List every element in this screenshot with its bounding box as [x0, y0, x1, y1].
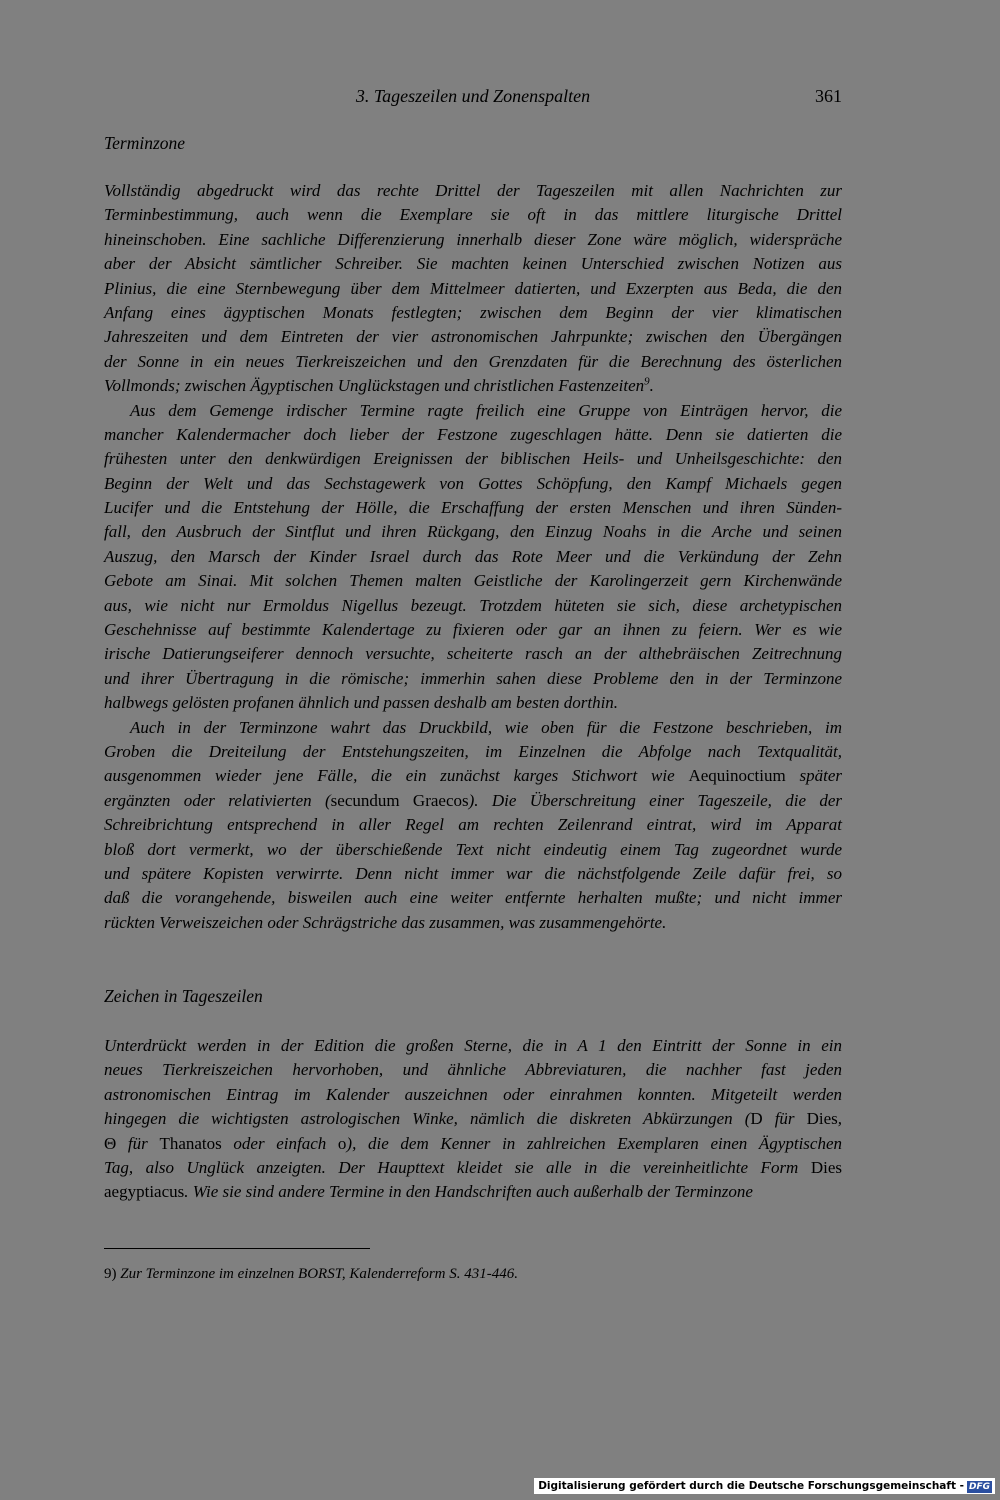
text-segment: Schreibrichtung entsprechend in aller Regel am rechten Zeilenrand eintrat, wird im Apparat: [104, 815, 842, 835]
text-segment: Jahreszeiten und dem Eintreten der vier astronomischen Jahrpunkte; zwischen den Übergängen: [104, 327, 842, 347]
text-line: [104, 911, 842, 935]
text-line: [104, 277, 842, 301]
text-segment: Geschehnisse auf bestimmte Kalendertage zu fixieren oder gar an ihnen zu feiern. Wer es wie: [104, 620, 842, 640]
text-segment: Terminbestimmung, auch wenn die Exemplare sie oft in das mittlere liturgische Drittel: [104, 205, 842, 225]
text-segment: für: [762, 1109, 807, 1129]
text-segment: . Wie sie sind andere Termine in den Handschriften auch außerhalb der Terminzone: [184, 1182, 753, 1202]
text-line: [104, 179, 842, 203]
text-segment: Anfang eines ägyptischen Monats festlegten; zwischen dem Beginn der vier klimatischen: [104, 302, 842, 322]
text-segment: Auch in der Terminzone wahrt das Druckbild, wie oben für die Festzone beschrieben, im: [130, 717, 842, 737]
text-line: [104, 301, 842, 325]
text-line: [104, 1034, 842, 1058]
text-segment: ), die dem Kenner in zahlreichen Exemplaren einen Ägyptischen: [346, 1133, 842, 1153]
text-segment: für: [116, 1133, 160, 1153]
text-segment: frühesten unter den denkwürdigen Ereignissen der biblischen Heils- und Unheilsgeschichte: den: [104, 449, 842, 469]
text-line: [104, 886, 842, 910]
footnote-text: Zur Terminzone im einzelnen BORST, Kalenderreform S. 431-446.: [120, 1266, 519, 1282]
section-body-terminzone: [104, 179, 842, 935]
section-heading-zeichen: Zeichen in Tageszeilen: [104, 986, 263, 1006]
text-segment: Lucifer und die Entstehung der Hölle, die Erschaffung der ersten Menschen und ihren Sünden-: [104, 498, 842, 518]
text-segment: bloß dort vermerkt, wo der überschießende Text nicht eindeutig einem Tag zugeordnet wurde: [104, 839, 842, 859]
text-line: [104, 691, 842, 715]
text-line: [104, 667, 842, 691]
text-segment: secundum Graecos: [330, 790, 469, 810]
text-segment: Plinius, die eine Sternbewegung über dem Mittelmeer datierten, und Exzerpten aus Beda, die den: [104, 278, 842, 298]
digitization-credit: [534, 1478, 995, 1494]
footnote-number: 9): [104, 1266, 117, 1282]
text-segment: Vollständig abgedruckt wird das rechte Drittel der Tageszeilen mit allen Nachrichten zur: [104, 181, 842, 200]
text-segment: astronomischen Eintrag im Kalender auszeichnen oder einrahmen konnten. Mitgeteilt werden: [104, 1084, 842, 1104]
text-line: [104, 740, 842, 764]
dfg-logo: DFG: [968, 1482, 990, 1492]
text-segment: Gebote am Sinai. Mit solchen Themen malten Geistliche der Karolingerzeit gern Kirchenwände: [104, 571, 842, 591]
text-line: [104, 862, 842, 886]
running-title: 3. Tageszeilen und Zonenspalten: [355, 86, 591, 106]
text-segment: daß die vorangehende, bisweilen auch eine weiter entfernte herhalten mußte; und nicht immer: [104, 888, 842, 908]
text-segment: aber der Absicht sämtlicher Schreiber. Sie machten keinen Unterschied zwischen Notizen aus: [104, 254, 842, 274]
text-segment: fall, den Ausbruch der Sintflut und ihren Rückgang, den Einzug Noahs in die Arche und seinen: [104, 522, 842, 542]
text-line: [104, 716, 842, 740]
text-segment: Beginn der Welt und das Sechstagewerk von Gottes Schöpfung, den Kampf Michaels gegen: [104, 473, 842, 493]
book-page: [104, 0, 842, 1500]
text-line: [104, 1180, 842, 1204]
text-segment: Vollmonds; zwischen Ägyptischen Unglückstagen und christlichen Fastenzeiten: [104, 376, 645, 396]
text-segment: irische Datierungseiferer dennoch versuchte, scheiterte rasch an der althebräischen Zeitrechnung: [104, 644, 842, 664]
text-line: [104, 374, 842, 398]
text-line: [104, 496, 842, 520]
text-line: [104, 642, 842, 666]
text-line: [104, 1058, 842, 1082]
text-line: [104, 399, 842, 423]
text-segment: hingegen die wichtigsten astrologischen Winke, nämlich die diskreten Abkürzungen (: [104, 1109, 751, 1129]
text-line: [104, 789, 842, 813]
text-line: [104, 1156, 842, 1180]
text-segment: Aus dem Gemenge irdischer Termine ragte freilich eine Gruppe von Einträgen hervor, die: [130, 400, 842, 420]
footnote-rule: [104, 1248, 370, 1249]
text-segment: ergänzten oder relativierten (: [104, 790, 331, 810]
text-segment: rückten Verweiszeichen oder Schrägstriche das zusammen, was zusammengehörte.: [104, 912, 667, 932]
text-line: [104, 1132, 842, 1156]
text-line: [104, 520, 842, 544]
text-segment: und ihrer Übertragung in die römische; immerhin sahen diese Probleme den in der Terminzone: [104, 668, 842, 688]
text-segment: Tag, also Unglück anzeigten. Der Haupttext kleidet sie alle in die vereinheitlichte Form: [104, 1157, 811, 1177]
text-segment: Groben die Dreiteilung der Entstehungszeiten, im Einzelnen die Abfolge nach Textqualität,: [104, 741, 842, 761]
text-line: [104, 838, 842, 862]
text-segment: Dies: [806, 1109, 838, 1129]
text-segment: ,: [837, 1109, 842, 1129]
text-segment: Dies: [810, 1157, 842, 1177]
text-line: [104, 228, 842, 252]
text-segment: D: [750, 1109, 763, 1129]
text-segment: aus, wie nicht nur Ermoldus Nigellus bezeugt. Trotzdem hüteten sie sich, diese archetypischen: [104, 595, 842, 615]
page-number: 361: [815, 86, 842, 106]
section-heading-terminzone: Terminzone: [104, 133, 186, 153]
text-line: [104, 1083, 842, 1107]
text-segment: und spätere Kopisten verwirrte. Denn nicht immer war die nächstfolgende Zeile dafür frei, so: [104, 863, 842, 883]
text-segment: Auszug, den Marsch der Kinder Israel durch das Rote Meer und die Verkündung der Zehn: [104, 546, 842, 566]
text-line: [104, 1107, 842, 1131]
text-line: [104, 594, 842, 618]
text-segment: Aequinoctium: [688, 766, 786, 786]
text-segment: neues Tierkreiszeichen hervorhoben, und ähnliche Abbreviaturen, die nachher fast jeden: [104, 1060, 842, 1080]
section-body-zeichen: [104, 1034, 842, 1205]
footnote-ref: 9: [644, 375, 650, 388]
text-segment: später: [785, 766, 842, 786]
text-line: [104, 764, 842, 788]
text-segment: Unterdrückt werden in der Edition die großen Sterne, die in A 1 den Eintritt der Sonne in ein: [104, 1036, 842, 1055]
text-line: [104, 325, 842, 349]
text-line: [104, 569, 842, 593]
text-line: [104, 618, 842, 642]
text-line: [104, 447, 842, 471]
text-segment: oder einfach: [221, 1133, 338, 1153]
credit-text: Digitalisierung gefördert durch die Deutsche Forschungsgemeinschaft -: [538, 1480, 964, 1492]
text-segment: Θ: [104, 1133, 117, 1153]
text-line: [104, 203, 842, 227]
text-segment: Thanatos: [159, 1133, 222, 1153]
text-segment: o: [337, 1133, 347, 1153]
text-line: [104, 350, 842, 374]
running-head: [104, 86, 842, 112]
text-line: [104, 472, 842, 496]
text-line: [104, 545, 842, 569]
text-segment: hineinschoben. Eine sachliche Differenzierung innerhalb dieser Zone wäre möglich, widerspräche: [104, 229, 842, 249]
text-segment: ). Die Überschreitung einer Tageszeile, die der: [468, 790, 842, 810]
text-segment: mancher Kalendermacher doch lieber der Festzone zugeschlagen hätte. Denn sie datierten die: [104, 424, 842, 444]
text-segment: der Sonne in ein neues Tierkreiszeichen und den Grenzdaten für die Berechnung des österlichen: [104, 351, 842, 371]
text-line: [104, 423, 842, 447]
text-line: [104, 252, 842, 276]
text-line: [104, 813, 842, 837]
footnote: [104, 1266, 842, 1283]
text-segment: ausgenommen wieder jene Fälle, die ein zunächst karges Stichwort wie: [104, 766, 689, 786]
text-segment: aegyptiacus: [104, 1182, 185, 1202]
text-segment: .: [649, 376, 654, 396]
text-segment: halbwegs gelösten profanen ähnlich und passen deshalb am besten dorthin.: [104, 693, 619, 713]
